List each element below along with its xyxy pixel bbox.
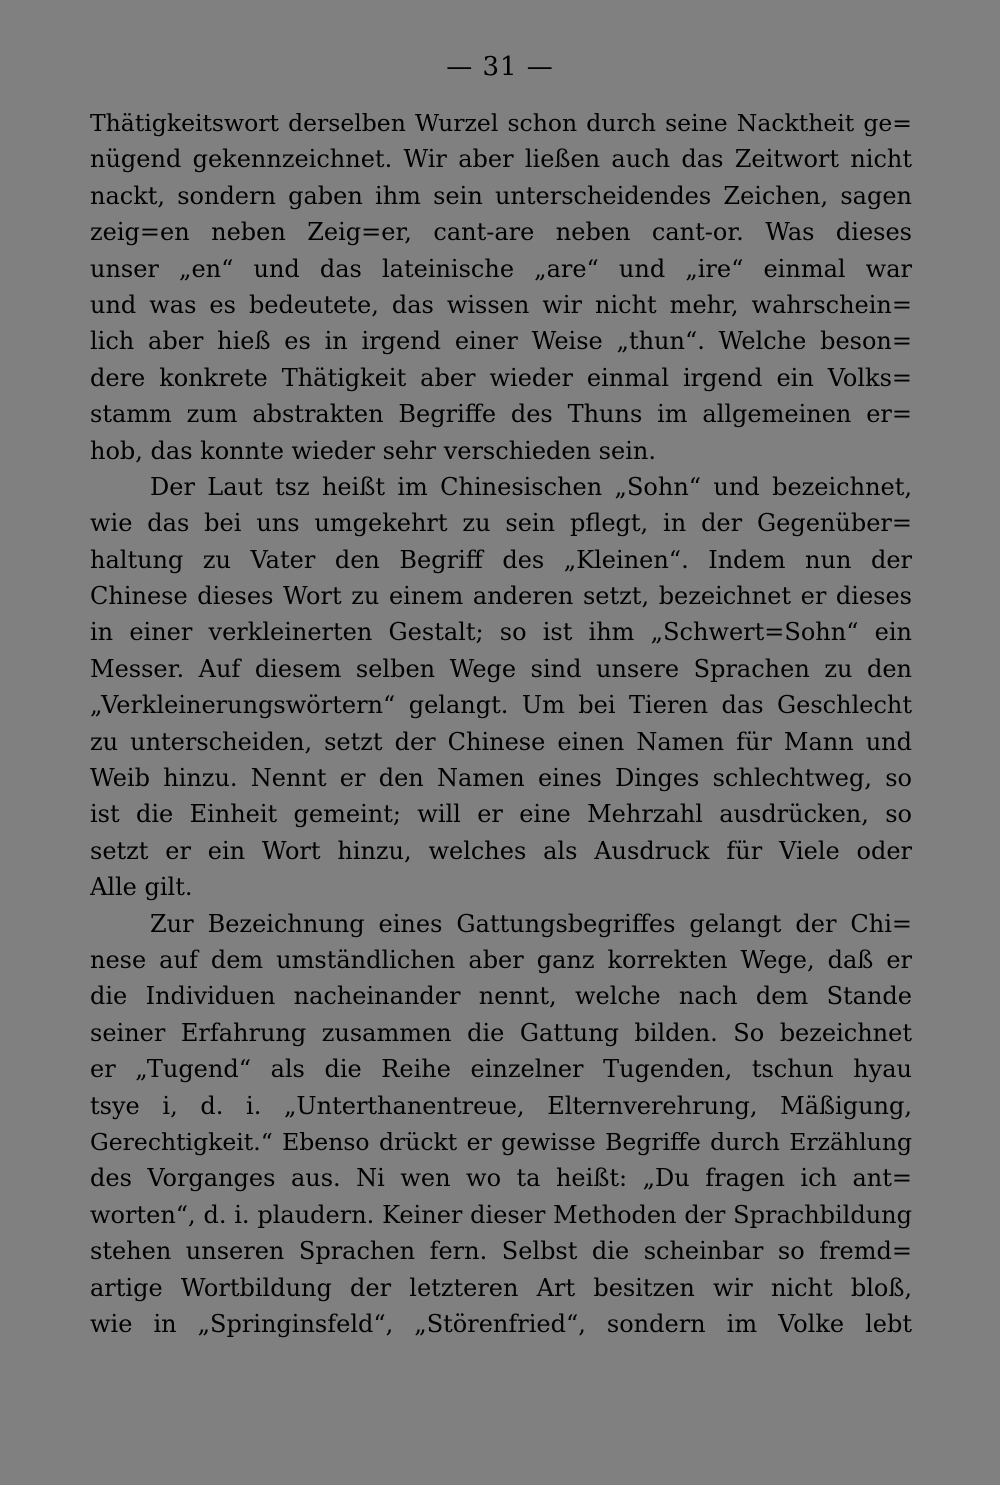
text-line: in einer verkleinerten Gestalt; so ist ihm „Schwert=Sohn“ ein bbox=[90, 618, 912, 647]
text-line: artige Wortbildung der letzteren Art besitzen wir nicht bloß, bbox=[90, 1273, 912, 1302]
text-line: des Vorganges aus. Ni wen wo ta heißt: „Du fragen ich ant= bbox=[90, 1164, 912, 1193]
text-line: „Verkleinerungswörtern“ gelangt. Um bei Tieren das Geschlecht bbox=[90, 691, 912, 720]
text-line: stamm zum abstrakten Begriffe des Thuns im allgemeinen er= bbox=[90, 400, 912, 429]
text-line: tsye i, d. i. „Unterthanentreue, Elternverehrung, Mäßigung, bbox=[90, 1091, 912, 1120]
text-line: lich aber hieß es in irgend einer Weise „thun“. Welche beson= bbox=[90, 327, 912, 356]
text-line: wie das bei uns umgekehrt zu sein pflegt, in der Gegenüber= bbox=[90, 509, 912, 538]
text-line: die Individuen nacheinander nennt, welche nach dem Stande bbox=[90, 982, 912, 1011]
text-line: Der Laut tsz heißt im Chinesischen „Sohn“ und bezeichnet, bbox=[150, 472, 912, 501]
text-line: zu unterscheiden, setzt der Chinese einen Namen für Mann und bbox=[90, 727, 912, 756]
text-line: zeig=en neben Zeig=er, cant-are neben cant-or. Was dieses bbox=[90, 218, 912, 247]
text-line: nügend gekennzeichnet. Wir aber ließen auch das Zeitwort nicht bbox=[90, 145, 912, 174]
text-line: nackt, sondern gaben ihm sein unterscheidendes Zeichen, sagen bbox=[90, 181, 912, 210]
text-line: hob, das konnte wieder sehr verschieden sein. bbox=[90, 436, 656, 465]
text-line: dere konkrete Thätigkeit aber wieder einmal irgend ein Volks= bbox=[90, 363, 912, 392]
body-text bbox=[90, 105, 912, 1342]
text-line: seiner Erfahrung zusammen die Gattung bilden. So bezeichnet bbox=[90, 1018, 912, 1047]
text-line: und was es bedeutete, das wissen wir nicht mehr, wahrschein= bbox=[90, 290, 912, 319]
text-line: wie in „Springinsfeld“, „Störenfried“, sondern im Volke lebt bbox=[90, 1309, 912, 1338]
text-line: unser „en“ und das lateinische „are“ und „ire“ einmal war bbox=[90, 254, 912, 283]
text-line: stehen unseren Sprachen fern. Selbst die scheinbar so fremd= bbox=[90, 1237, 912, 1266]
text-line: haltung zu Vater den Begriff des „Kleinen“. Indem nun der bbox=[90, 545, 912, 574]
text-line: er „Tugend“ als die Reihe einzelner Tugenden, tschun hyau bbox=[90, 1055, 912, 1084]
text-line: Weib hinzu. Nennt er den Namen eines Dinges schlechtweg, so bbox=[90, 764, 912, 793]
text-line: nese auf dem umständlichen aber ganz korrekten Wege, daß er bbox=[90, 945, 912, 974]
text-line: Zur Bezeichnung eines Gattungsbegriffes gelangt der Chi= bbox=[150, 909, 912, 938]
text-line: Alle gilt. bbox=[90, 873, 193, 902]
text-line: worten“, d. i. plaudern. Keiner dieser Methoden der Sprachbildung bbox=[90, 1200, 912, 1229]
text-line: Gerechtigkeit.“ Ebenso drückt er gewisse Begriffe durch Erzählung bbox=[90, 1127, 912, 1156]
text-line: setzt er ein Wort hinzu, welches als Ausdruck für Viele oder bbox=[90, 836, 912, 865]
text-line: Messer. Auf diesem selben Wege sind unsere Sprachen zu den bbox=[90, 654, 912, 683]
text-line: ist die Einheit gemeint; will er eine Mehrzahl ausdrücken, so bbox=[90, 800, 912, 829]
page-number: — 31 — bbox=[446, 52, 554, 82]
text-line: Thätigkeitswort derselben Wurzel schon durch seine Nacktheit ge= bbox=[90, 109, 912, 137]
text-line: Chinese dieses Wort zu einem anderen setzt, bezeichnet er dieses bbox=[90, 582, 912, 611]
